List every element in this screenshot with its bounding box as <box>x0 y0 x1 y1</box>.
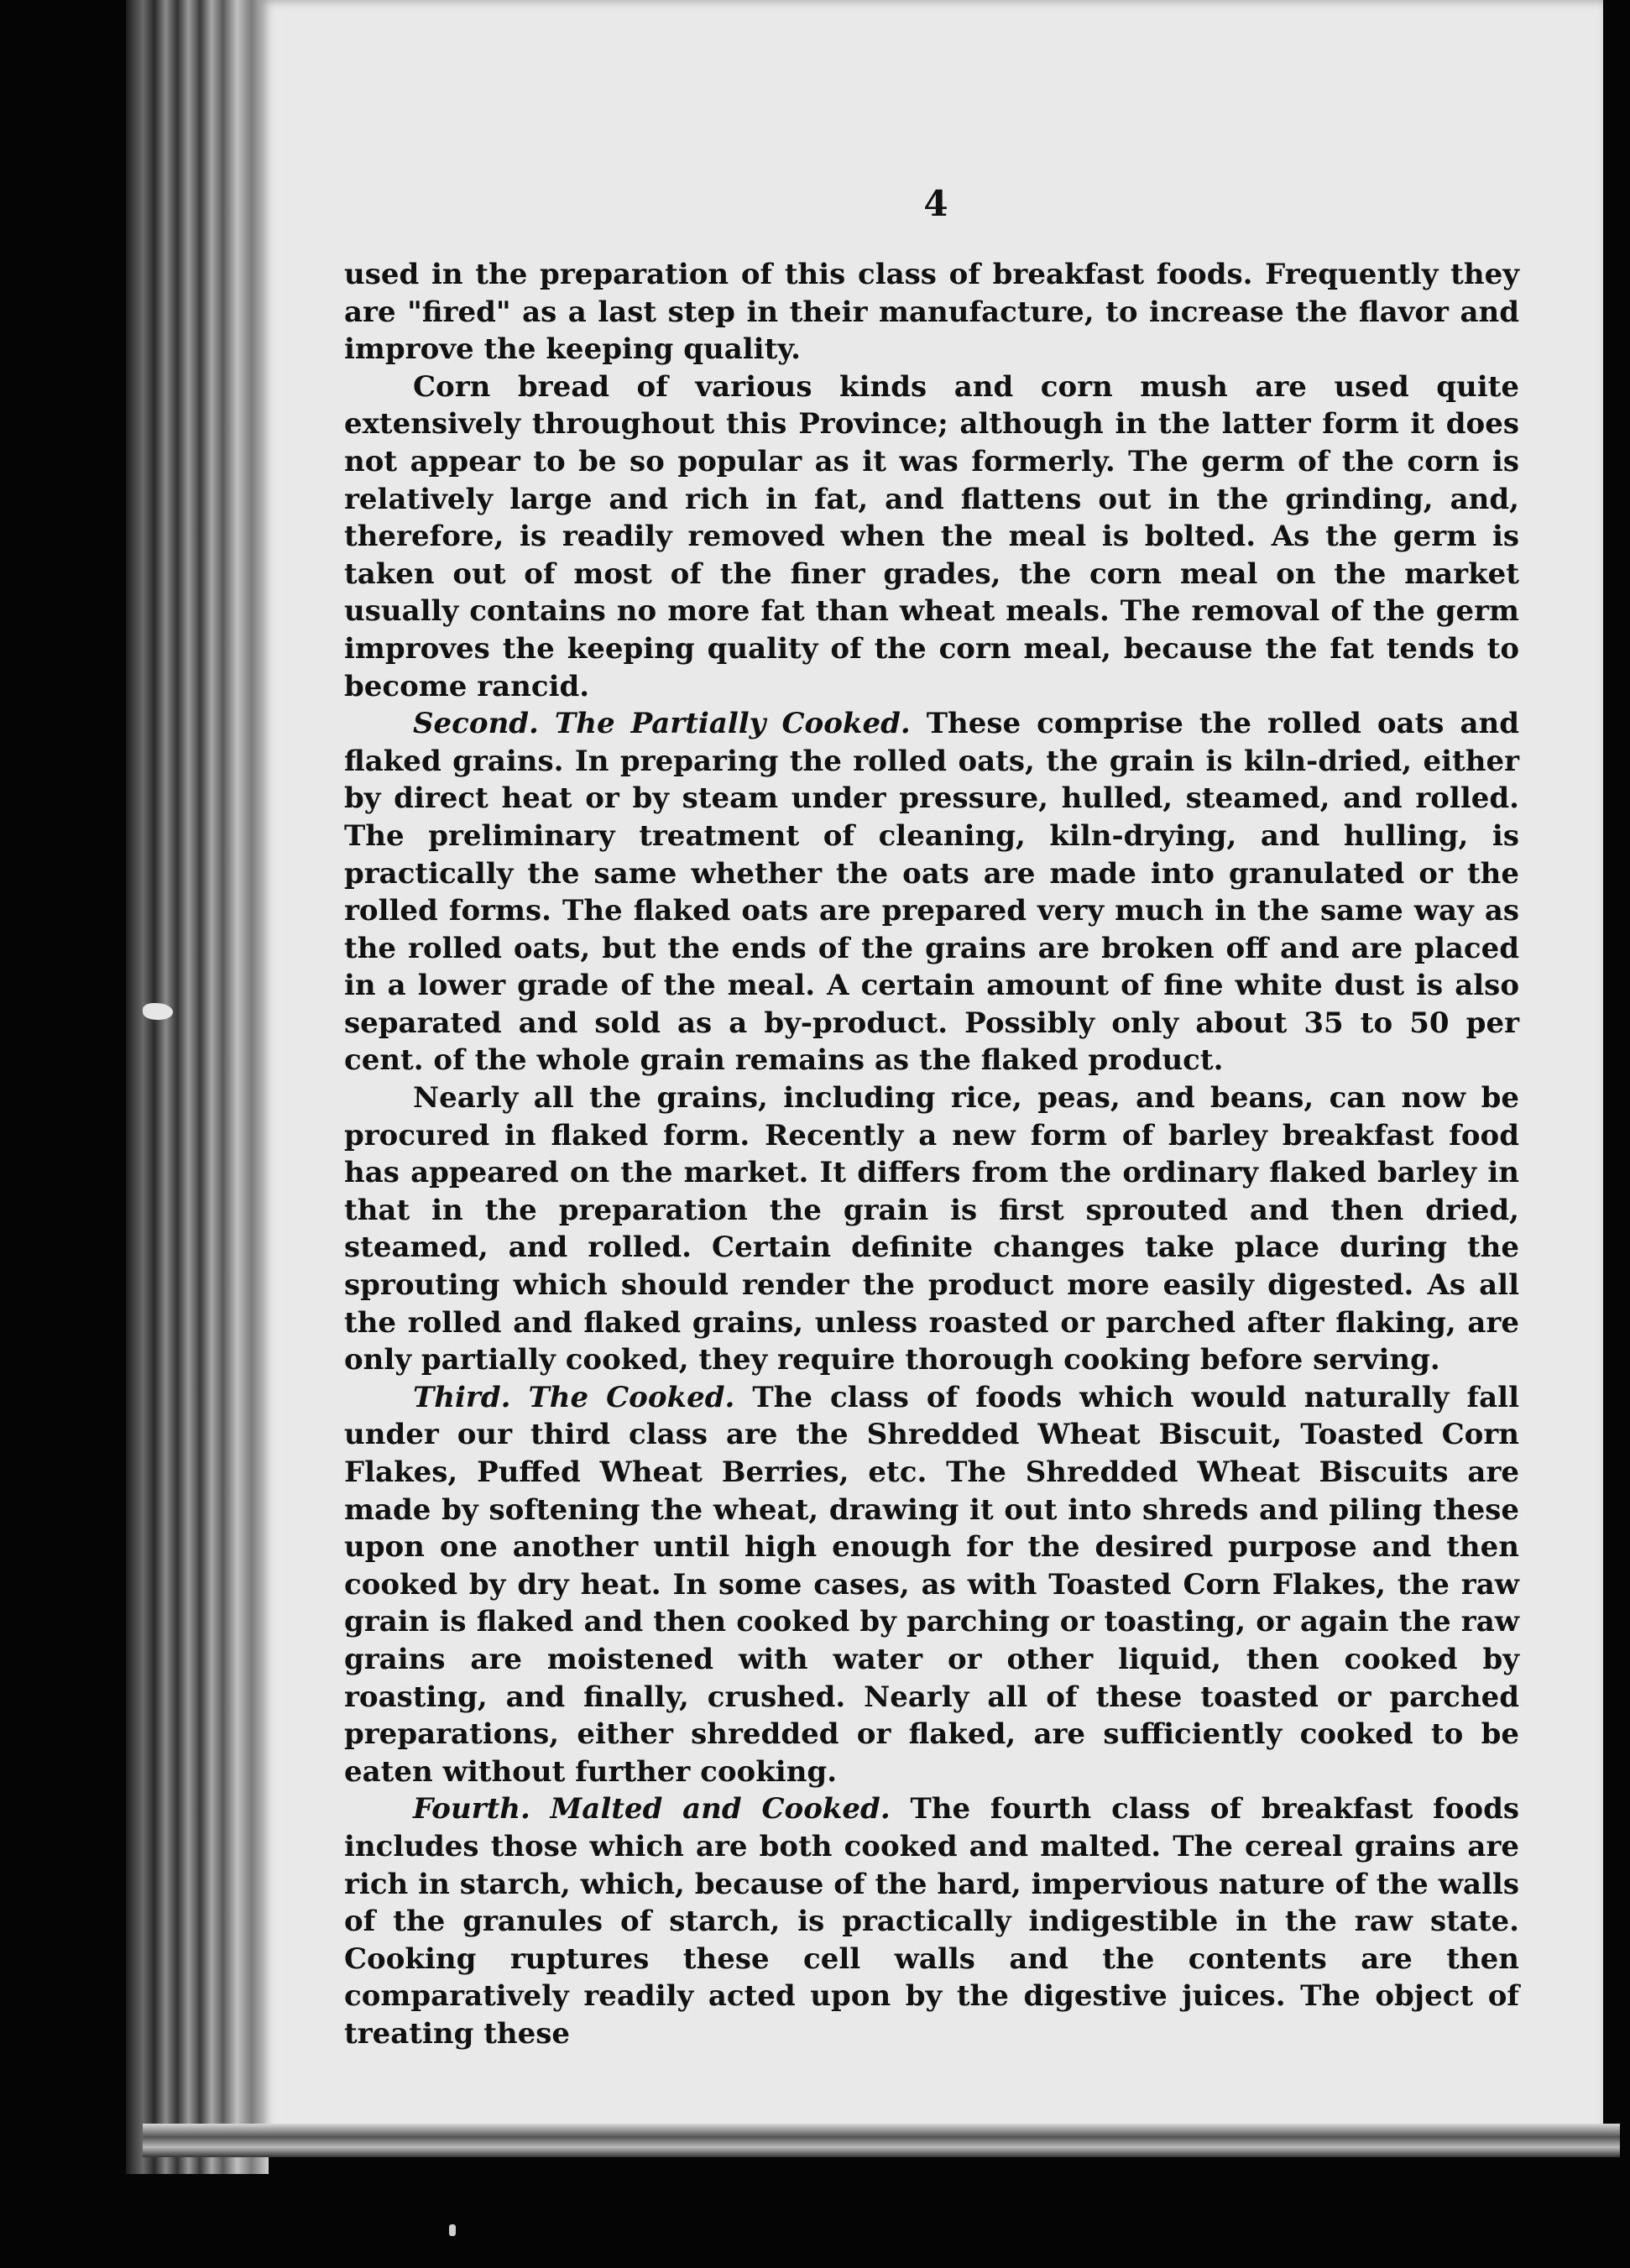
scan-speck <box>449 2224 456 2236</box>
paragraph-body: Corn bread of various kinds and corn mush are used quite extensively throughout this Province; although in the latter form it does not appear to be so popular as it was formerly. The germ of the corn is relatively large and rich in fat, and flattens out in the grinding, and, therefore, is readily removed when the meal is bolted. As the germ is taken out of most of the finer grades, the corn meal on the market usually contains no more fat than wheat meals. The removal of the germ improves the keeping quality of the corn meal, because the fat tends to become rancid. <box>344 369 1519 703</box>
book-bottom-edge <box>143 2124 1620 2157</box>
paragraph-4 <box>344 1079 1519 1379</box>
body-text <box>344 256 1519 2053</box>
paragraph-6 <box>344 1790 1519 2052</box>
paragraph-body: The class of foods which would naturally fall under our third class are the Shredded Wheat Biscuit, Toasted Corn Flakes, Puffed Wheat Berries, etc. The Shredded Wheat Biscuits are made by softening the wheat, drawing it out into shreds and piling these upon one another until high enough for the desired purpose and then cooked by dry heat. In some cases, as with Toasted Corn Flakes, the raw grain is flaked and then cooked by parching or toasting, or again the raw grains are moistened with water or other liquid, then cooked by roasting, and finally, crushed. Nearly all of these toasted or parched preparations, either shredded or flaked, are sufficiently cooked to be eaten without further cooking. <box>344 1380 1519 1789</box>
scan-blemish <box>143 1003 173 1020</box>
paragraph-1 <box>344 256 1519 368</box>
paragraph-5 <box>344 1379 1519 1791</box>
paragraph-2 <box>344 368 1519 705</box>
paragraph-lead: Fourth. Malted and Cooked. <box>413 1792 891 1826</box>
paragraph-body: used in the preparation of this class of breakfast foods. Frequently they are "fired" as a last step in their manufacture, to increase the flavor and improve the keeping quality. <box>344 258 1519 367</box>
paragraph-lead: Second. The Partially Cooked. <box>413 707 911 741</box>
paragraph-lead: Third. The Cooked. <box>413 1380 735 1414</box>
book-page-edges <box>126 0 269 2174</box>
page-number: 4 <box>923 183 948 224</box>
paragraph-body: Nearly all the grains, including rice, peas, and beans, can now be procured in flaked form. Recently a new form of barley breakfast food has appeared on the market. It differs from the ordinary flaked barley in that in the preparation the grain is first sprouted and then dried, steamed, and rolled. Certain definite changes take place during the sprouting which should render the product more easily digested. As all the rolled and flaked grains, unless roasted or parched after flaking, are only partially cooked, they require thorough cooking before serving. <box>344 1081 1519 1377</box>
paragraph-3 <box>344 705 1519 1079</box>
paragraph-body: The fourth class of breakfast foods includes those which are both cooked and malted. The cereal grains are rich in starch, which, because of the hard, impervious nature of the walls of the granules of starch, is practically indigestible in the raw state. Cooking ruptures these cell walls and the contents are then comparatively readily acted upon by the digestive juices. The object of treating these <box>344 1792 1519 2051</box>
paragraph-body: These comprise the rolled oats and flaked grains. In preparing the rolled oats, the grain is kiln-dried, either by direct heat or by steam under pressure, hulled, steamed, and rolled. The preliminary treatment of cleaning, kiln-drying, and hulling, is practically the same whether the oats are made into granulated or the rolled forms. The flaked oats are prepared very much in the same way as the rolled oats, but the ends of the grains are broken off and are placed in a lower grade of the meal. A certain amount of fine white dust is also separated and sold as a by-product. Possibly only about 35 to 50 per cent. of the whole grain remains as the flaked product. <box>344 707 1519 1078</box>
